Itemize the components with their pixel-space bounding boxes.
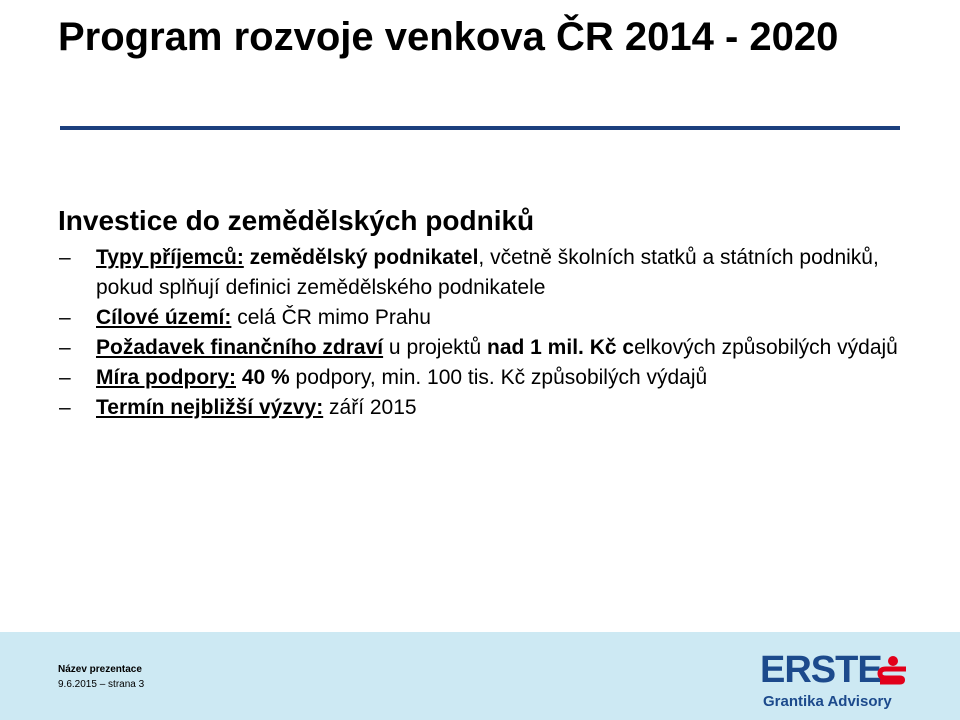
- section-heading: Investice do zemědělských podniků: [58, 205, 535, 236]
- footer: [0, 632, 960, 720]
- list-item-target-area: [58, 303, 918, 333]
- item-label: Termín nejbližší výzvy:: [96, 396, 324, 419]
- item-bold-text: zemědělský podnikatel: [249, 246, 479, 269]
- item-text: elkových způsobilých výdajů: [634, 336, 898, 359]
- bullet-dash: –: [59, 366, 71, 389]
- item-text: podpory, min. 100 tis. Kč způsobilých výdajů: [289, 366, 708, 389]
- bullet-dash: –: [59, 396, 71, 419]
- erste-logo: [760, 650, 915, 716]
- date-page-info: 9.6.2015 – strana 3: [58, 679, 145, 690]
- item-label: Požadavek finančního zdraví: [96, 336, 384, 359]
- item-bold-text: 40 %: [236, 366, 290, 389]
- bullet-dash: –: [59, 246, 71, 269]
- item-label: Cílové území:: [96, 306, 232, 329]
- slide-title: Program rozvoje venkova ČR 2014 - 2020: [58, 15, 839, 59]
- item-bold-text: nad 1 mil. Kč c: [487, 336, 635, 359]
- bullet-list: [58, 243, 918, 423]
- item-label: Míra podpory:: [96, 366, 236, 389]
- item-text: u projektů: [383, 336, 487, 359]
- item-label: Typy příjemců:: [96, 246, 244, 269]
- presentation-name: Název prezentace: [58, 664, 142, 675]
- erste-s-emblem-icon: [875, 656, 911, 686]
- list-item-support-rate: [58, 363, 918, 393]
- list-item-recipient-types: [58, 243, 918, 303]
- item-text: září 2015: [323, 396, 417, 419]
- slide-content: [58, 203, 918, 423]
- item-text: celá ČR mimo Prahu: [231, 306, 431, 329]
- bullet-dash: –: [59, 306, 71, 329]
- logo-name: ERSTE: [760, 649, 882, 691]
- item-text: , včetně školních statků a státních podniků, pokud splňují definici zemědělského podnikatele: [96, 246, 879, 299]
- list-item-financial-health: [58, 333, 918, 363]
- title-divider: [60, 126, 900, 130]
- logo-subtitle: Grantika Advisory: [763, 693, 892, 710]
- list-item-next-call: [58, 393, 918, 423]
- bullet-dash: –: [59, 336, 71, 359]
